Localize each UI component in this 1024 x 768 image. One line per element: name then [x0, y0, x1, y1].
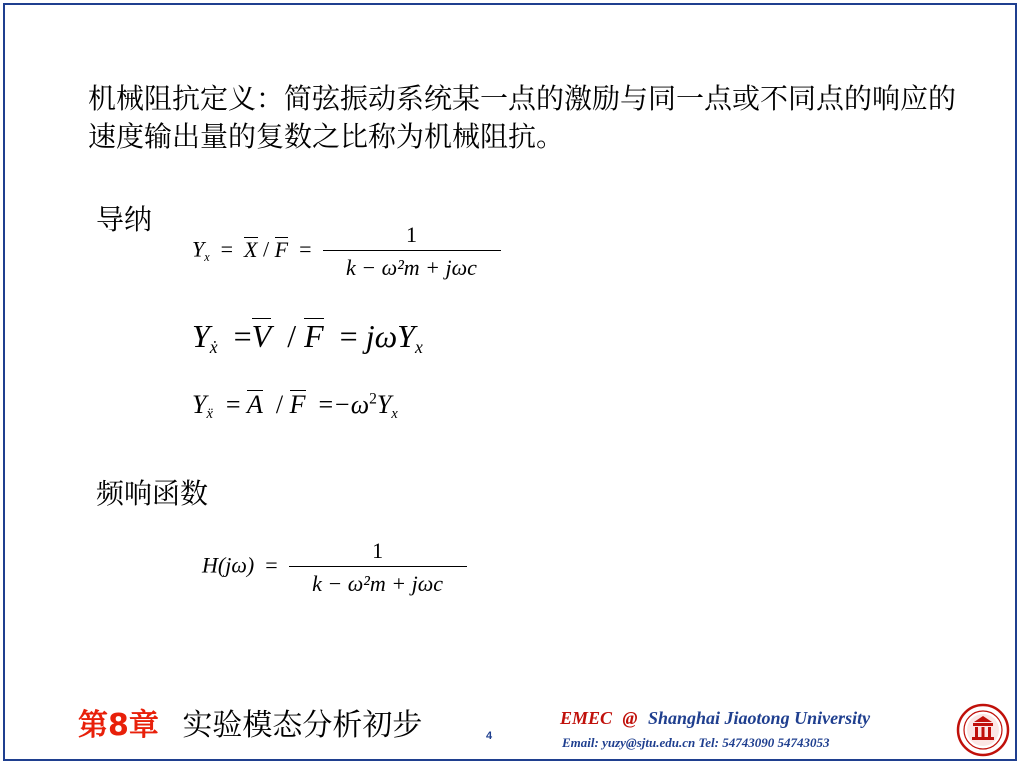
formula-rhs: −ω — [333, 390, 370, 419]
formula-sub: ẋ — [209, 337, 218, 358]
heading-mobility: 导纳 — [96, 203, 153, 236]
formula-rhs-sub: x — [414, 337, 423, 358]
formula-lhs: Y — [192, 318, 210, 354]
formula-sub: x — [204, 249, 210, 264]
fraction-numerator: 1 — [289, 538, 467, 567]
fraction-denominator: k − ω²m + jωc — [346, 255, 477, 280]
page-number: 4 — [486, 730, 493, 742]
contact-line: Email: yuzy@sjtu.edu.cn Tel: 54743090 54743053 — [562, 735, 830, 750]
formula-lhs: Y — [192, 236, 205, 262]
formula-rhs: jωY — [365, 318, 415, 354]
formula-sub: ẍ — [206, 406, 213, 422]
formula-f-bar: F — [274, 236, 289, 262]
org-university: Shanghai Jiaotong University — [648, 708, 871, 728]
formula-a-bar: A — [247, 390, 263, 419]
formula-v-bar: V — [251, 318, 272, 354]
footer-title — [78, 700, 422, 744]
formula-accelerance: $Y_ẍ = A / F =-\omega^2Y_x$ — [192, 390, 398, 422]
chapter-title: 实验模态分析初步 — [182, 708, 423, 743]
definition-text: 机械阻抗定义：简弦振动系统某一点的激励与同一点或不同点的响应的速度输出量的复数之比称为机械阻抗。 — [88, 82, 957, 153]
formula-lhs: Y — [192, 390, 207, 419]
formula-rhs-y: Y — [376, 390, 392, 419]
formula-f-bar: F — [289, 390, 306, 419]
formula-f-bar: F — [304, 318, 324, 354]
fraction-numerator: 1 — [323, 222, 501, 251]
formula-lhs: H(jω) — [202, 552, 255, 578]
formula-x-bar: X — [244, 236, 258, 262]
org-line — [560, 708, 870, 729]
formula-rhs-sub: x — [391, 406, 398, 422]
formula-eq: = — [215, 236, 239, 262]
formula-mobility: $Y_ẋ =V / F = j\omega Y_x$ — [192, 318, 423, 358]
heading-frf: 频响函数 — [96, 477, 209, 510]
org-emec: EMEC — [560, 708, 613, 728]
formula-slash: / — [263, 236, 270, 262]
formula-fraction — [289, 538, 467, 597]
university-seal-icon — [956, 703, 1010, 757]
formula-fraction — [323, 222, 501, 281]
fraction-denominator: k − ω²m + jωc — [312, 571, 444, 596]
formula-frf: H(jω) = $\frac{1}{\text{k − ω²m + jωc}}$ — [202, 538, 467, 597]
formula-receptance: $Y_x = X / F$ = $\frac{1}{\text{k − ω²m + jωc}}$ — [192, 222, 501, 281]
org-at: @ — [622, 708, 638, 728]
chapter-label: 第8章 — [78, 708, 159, 743]
formula-rhs-sup: 2 — [369, 390, 377, 408]
